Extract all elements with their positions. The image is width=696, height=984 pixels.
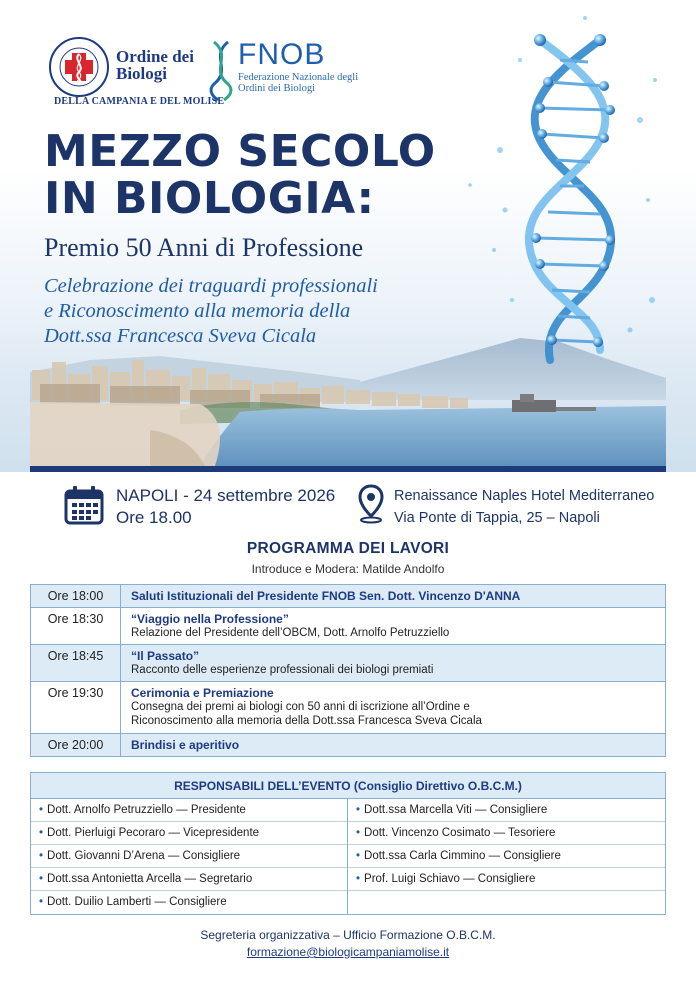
organizer-item bbox=[348, 822, 665, 845]
program-body bbox=[121, 608, 665, 644]
obcm-region: DELLA CAMPANIA E DEL MOLISE bbox=[54, 96, 225, 107]
calendar-icon bbox=[64, 485, 104, 525]
program-item-text: Consegna dei premi ai biologi con 50 anni di iscrizione all’Ordine e bbox=[131, 701, 470, 713]
program-body bbox=[121, 585, 665, 607]
organizer-item bbox=[31, 845, 347, 868]
bullet-icon: • bbox=[356, 827, 361, 839]
title-line-1: MEZZO SECOLO bbox=[44, 126, 436, 177]
event-city-date: NAPOLI - 24 settembre 2026 bbox=[116, 486, 336, 505]
organizer-name: Dott. Pierluigi Pecoraro — Vicepresidente bbox=[47, 827, 260, 839]
organizer-item bbox=[31, 891, 347, 914]
contact-email-link[interactable]: formazione@biologicampaniamolise.it bbox=[246, 945, 450, 959]
organizers-right-column bbox=[348, 799, 665, 914]
program-time: Ore 18:45 bbox=[31, 645, 121, 681]
event-title bbox=[44, 128, 436, 222]
fnob-helix-icon bbox=[208, 40, 234, 102]
bullet-icon: • bbox=[39, 850, 44, 862]
program-item-text: Racconto delle esperienze professionali dei biologi premiati bbox=[131, 664, 434, 676]
organizer-item bbox=[31, 822, 347, 845]
obcm-seal-icon bbox=[48, 36, 110, 98]
program-time: Ore 18:00 bbox=[31, 585, 121, 607]
bullet-icon: • bbox=[356, 850, 361, 862]
fnob-name: FNOB bbox=[238, 38, 326, 71]
program-time: Ore 20:00 bbox=[31, 734, 121, 756]
organizer-item bbox=[348, 845, 665, 868]
bullet-icon: • bbox=[356, 804, 361, 816]
bullet-icon: • bbox=[39, 873, 44, 885]
organizer-name: Prof. Luigi Schiavo — Consigliere bbox=[364, 873, 536, 885]
program-body bbox=[121, 645, 665, 681]
desc-line-3: Dott.ssa Francesca Sveva Cicala bbox=[44, 325, 317, 347]
organizer-item bbox=[31, 868, 347, 891]
program-item-title: Brindisi e aperitivo bbox=[131, 738, 240, 752]
organizer-name: Dott.ssa Marcella Viti — Consigliere bbox=[364, 804, 548, 816]
organizers-body bbox=[31, 799, 665, 914]
location-pin-icon bbox=[358, 484, 384, 524]
event-description bbox=[44, 274, 378, 349]
organizer-name: Dott.ssa Antonietta Arcella — Segretario bbox=[47, 873, 253, 885]
program-row bbox=[31, 681, 665, 733]
program-body bbox=[121, 734, 665, 756]
organizer-item bbox=[31, 799, 347, 822]
bullet-icon: • bbox=[39, 827, 44, 839]
bullet-icon: • bbox=[39, 804, 44, 816]
event-venue bbox=[394, 485, 654, 529]
event-date bbox=[116, 485, 335, 529]
program-item-title: “Il Passato” bbox=[131, 649, 200, 663]
desc-line-2: e Riconoscimento alla memoria della bbox=[44, 300, 351, 322]
program-row bbox=[31, 607, 665, 644]
program-row bbox=[31, 733, 665, 756]
organizer-item bbox=[348, 868, 665, 891]
organizers-table bbox=[30, 772, 666, 915]
program-item-text: Riconoscimento alla memoria della Dott.ssa Francesca Sveva Cicala bbox=[131, 715, 482, 727]
program-item-title: Cerimonia e Premiazione bbox=[131, 686, 274, 700]
organizer-name: Dott.ssa Carla Cimmino — Consigliere bbox=[364, 850, 561, 862]
hero-divider bbox=[30, 466, 666, 472]
fnob-full-name: Federazione Nazionale degli Ordini dei Biologi bbox=[238, 72, 359, 94]
program-body bbox=[121, 682, 665, 733]
bullet-icon: • bbox=[39, 896, 44, 908]
program-table bbox=[30, 584, 666, 757]
organizer-name: Dott. Arnolfo Petruzziello — Presidente bbox=[47, 804, 246, 816]
desc-line-1: Celebrazione dei traguardi professionali bbox=[44, 275, 378, 297]
venue-name: Renaissance Naples Hotel Mediterraneo bbox=[394, 488, 655, 504]
program-time: Ore 18:30 bbox=[31, 608, 121, 644]
secretariat-label: Segreteria organizzativa – Ufficio Formazione O.B.C.M. bbox=[200, 928, 496, 942]
program-title: PROGRAMMA DEI LAVORI bbox=[246, 540, 450, 557]
organizer-item bbox=[348, 799, 665, 822]
program-time: Ore 19:30 bbox=[31, 682, 121, 733]
event-time: Ore 18.00 bbox=[116, 508, 192, 527]
organizer-name: Dott. Giovanni D’Arena — Consigliere bbox=[47, 850, 241, 862]
program-item-text: Relazione del Presidente dell’OBCM, Dott. Arnolfo Petruzziello bbox=[131, 627, 450, 639]
event-info bbox=[0, 484, 696, 528]
organizer-name: Dott. Duilio Lamberti — Consigliere bbox=[47, 896, 227, 908]
hero-banner bbox=[0, 0, 696, 472]
organizers-title: RESPONSABILI DELL’EVENTO (Consiglio Direttivo O.B.C.M.) bbox=[31, 773, 665, 799]
program-row bbox=[31, 644, 665, 681]
title-line-2: IN BIOLOGIA: bbox=[44, 173, 375, 224]
event-subtitle: Premio 50 Anni di Professione bbox=[44, 233, 364, 262]
organizers-left-column bbox=[31, 799, 348, 914]
program-moderator: Introduce e Modera: Matilde Andolfo bbox=[251, 562, 445, 576]
bullet-icon: • bbox=[356, 873, 361, 885]
organizer-name: Dott. Vincenzo Cosimato — Tesoriere bbox=[364, 827, 556, 839]
venue-address: Via Ponte di Tappia, 25 – Napoli bbox=[394, 510, 600, 526]
program-item-title: Saluti Istituzionali del Presidente FNOB Sen. Dott. Vincenzo D'ANNA bbox=[131, 589, 521, 603]
program-row bbox=[31, 585, 665, 607]
program-item-title: “Viaggio nella Professione” bbox=[131, 612, 289, 626]
obcm-name: Ordine dei Biologi bbox=[116, 47, 194, 83]
